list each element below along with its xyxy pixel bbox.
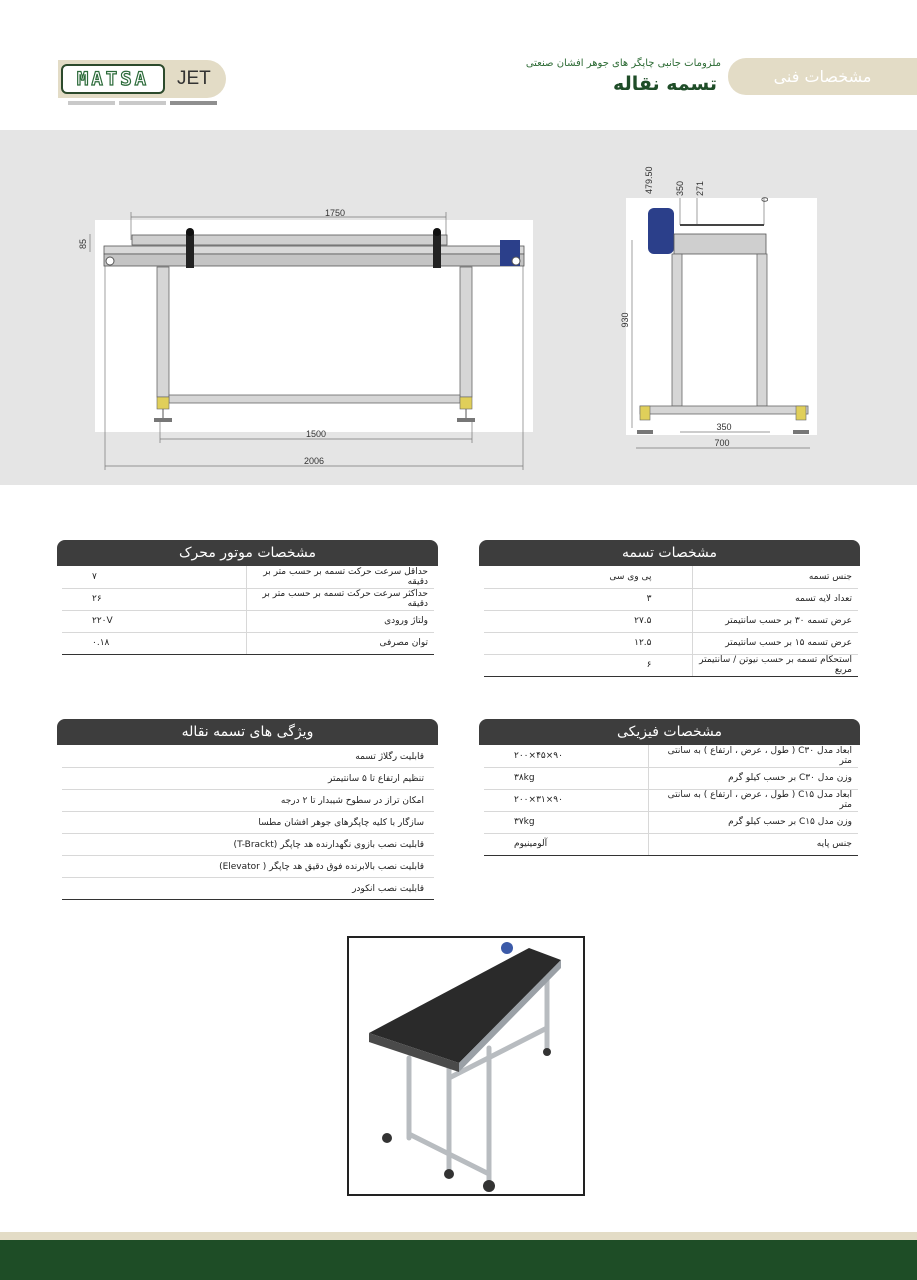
dim-side-1: 479.50 bbox=[644, 166, 654, 194]
table-row: توان مصرفی ۰.۱۸ bbox=[62, 632, 434, 654]
section-label: مشخصات فنی bbox=[728, 58, 917, 95]
table-row: وزن مدل C۳۰ بر حسب کیلو گرم ۳۸kg bbox=[484, 767, 858, 789]
dim-side-3: 271 bbox=[695, 180, 705, 196]
table-row: حداکثر سرعت حرکت تسمه بر حسب متر بر دقیقه ۲۶ bbox=[62, 588, 434, 610]
list-item: قابلیت نصب بازوی نگهدارنده هد چاپگر (T-Brackt) bbox=[62, 834, 434, 856]
dim-front-rail-height: 85 bbox=[78, 238, 88, 250]
features-header: ویژگی های تسمه نقاله bbox=[57, 719, 438, 745]
list-item: امکان تراز در سطوح شیبدار تا ۲ درجه bbox=[62, 790, 434, 812]
physical-specs-header: مشخصات فیزیکی bbox=[479, 719, 860, 745]
table-row: ولتاژ ورودی ۲۲۰V bbox=[62, 610, 434, 632]
list-item: قابلیت نصب بالابرنده فوق دقیق هد چاپگر ( Elevator) bbox=[62, 856, 434, 878]
table-row: ابعاد مدل C۱۵ ( طول ، عرض ، ارتفاع ) به سانتی متر ۹۰×۳۱×۲۰۰ bbox=[484, 789, 858, 811]
list-item: قابلیت رگلاژ تسمه bbox=[62, 746, 434, 768]
list-item: تنظیم ارتفاع تا ۵ سانتیمتر bbox=[62, 768, 434, 790]
page-subtitle: ملزومات جانبی چاپگر های جوهر افشان صنعتی bbox=[525, 58, 721, 69]
table-row: جنس تسمه پی وی سی bbox=[484, 566, 858, 588]
table-row: عرض تسمه ۳۰ بر حسب سانتیمتر ۲۷.۵ bbox=[484, 610, 858, 632]
list-item: قابلیت نصب انکودر bbox=[62, 878, 434, 900]
dim-side-2: 350 bbox=[675, 180, 685, 196]
table-row: تعداد لایه تسمه ۳ bbox=[484, 588, 858, 610]
dim-front-length-top: 1750 bbox=[324, 208, 346, 218]
belt-specs-table bbox=[484, 566, 858, 677]
table-row: جنس پایه آلومینیوم bbox=[484, 833, 858, 855]
logo-suffix: JET bbox=[177, 68, 211, 89]
footer-stripe bbox=[0, 1232, 917, 1240]
table-row: وزن مدل C۱۵ بر حسب کیلو گرم ۳۷kg bbox=[484, 811, 858, 833]
dim-side-inner: 350 bbox=[716, 422, 732, 432]
logo-brand: MATSA bbox=[61, 64, 165, 94]
dim-side-height: 930 bbox=[620, 312, 630, 328]
motor-specs-header: مشخصات موتور محرک bbox=[57, 540, 438, 566]
page-title: تسمه نقاله bbox=[613, 73, 717, 95]
belt-specs-header: مشخصات تسمه bbox=[479, 540, 860, 566]
footer-bar bbox=[0, 1240, 917, 1280]
dim-side-total: 700 bbox=[714, 438, 730, 448]
list-item: سازگار با کلیه چاپگرهای جوهر افشان مطسا bbox=[62, 812, 434, 834]
features-list bbox=[62, 746, 434, 900]
dim-front-inner-width: 1500 bbox=[305, 429, 327, 439]
table-row: عرض تسمه ۱۵ بر حسب سانتیمتر ۱۲.۵ bbox=[484, 632, 858, 654]
motor-specs-table bbox=[62, 566, 434, 655]
logo-underline bbox=[68, 101, 217, 105]
logo bbox=[58, 60, 226, 98]
dim-side-4: 0 bbox=[760, 196, 770, 202]
table-row: استحکام تسمه بر حسب نیوتن / سانتیمتر مربع ۶ bbox=[484, 654, 858, 676]
product-photo bbox=[347, 936, 585, 1196]
table-row: حداقل سرعت حرکت تسمه بر حسب متر بر دقیقه ۷ bbox=[62, 566, 434, 588]
physical-specs-table bbox=[484, 745, 858, 856]
table-row: ابعاد مدل C۳۰ ( طول ، عرض ، ارتفاع ) به سانتی متر ۹۰×۴۵×۲۰۰ bbox=[484, 745, 858, 767]
dim-front-total-width: 2006 bbox=[303, 456, 325, 466]
technical-drawing bbox=[0, 130, 917, 485]
